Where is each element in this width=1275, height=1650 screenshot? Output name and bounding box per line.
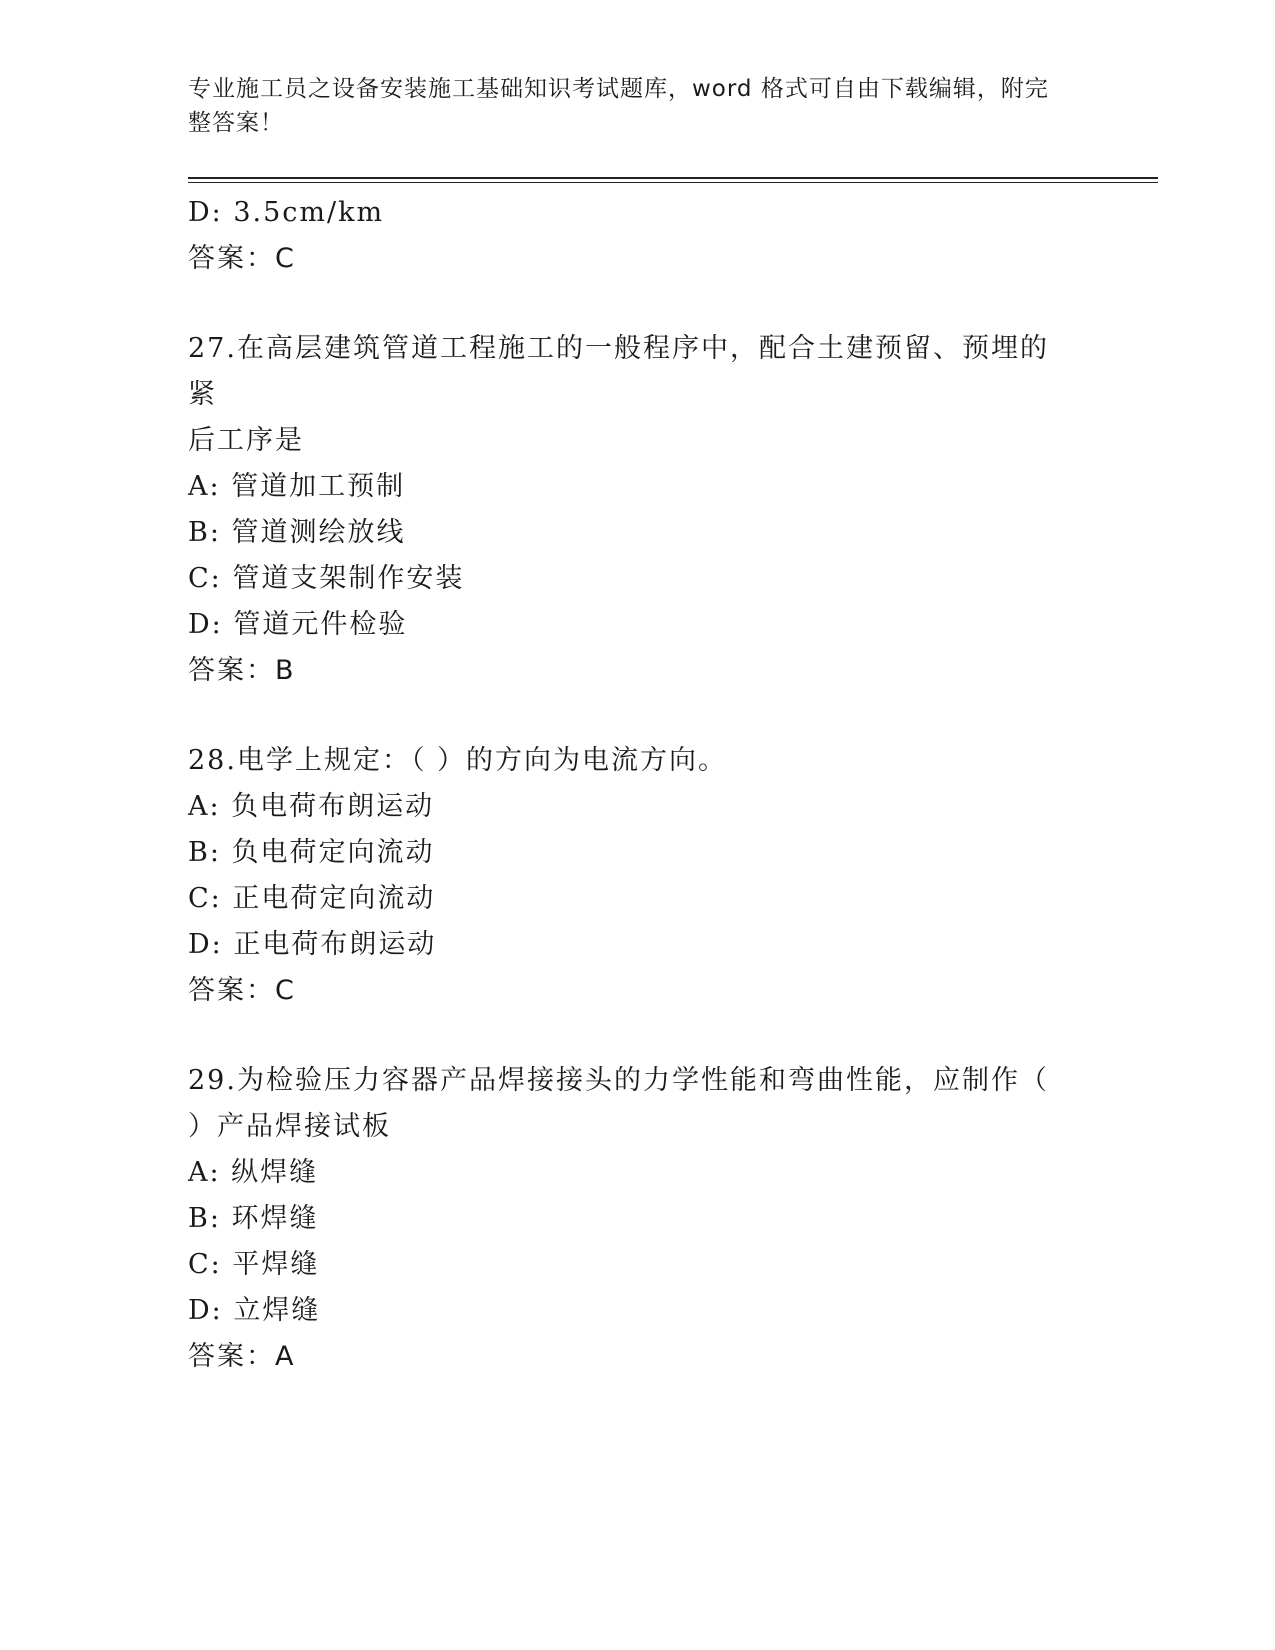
option-a: A: 纵焊缝 (188, 1157, 319, 1188)
question-stem-line-1: 27.在高层建筑管道工程施工的一般程序中，配合土建预留、预埋的紧 (188, 333, 1049, 410)
question-stem-line-1: 29.为检验压力容器产品焊接接头的力学性能和弯曲性能，应制作（ (188, 1065, 1049, 1096)
question-stem-line-2: 后工序是 (188, 425, 304, 456)
question-29 (188, 1058, 1088, 1380)
option-c: C: 管道支架制作安装 (188, 563, 465, 594)
option-d: D: 管道元件检验 (188, 609, 408, 640)
option-b: B: 负电荷定向流动 (188, 837, 435, 868)
option-b: B: 管道测绘放线 (188, 517, 406, 548)
question-stem (188, 1058, 1068, 1150)
document-header (188, 72, 1088, 140)
answer-line: 答案：C (188, 243, 296, 274)
question-stem-line-2: ）产品焊接试板 (188, 1111, 391, 1142)
question-stem (188, 738, 1068, 784)
header-rule-thick (188, 177, 1158, 179)
answer-line: 答案：C (188, 975, 296, 1006)
header-rule-thin (188, 182, 1158, 183)
option-a: A: 负电荷布朗运动 (188, 791, 435, 822)
option-c: C: 平焊缝 (188, 1249, 320, 1280)
option-d: D: 正电荷布朗运动 (188, 929, 437, 960)
spacer (188, 282, 1088, 326)
answer-line: 答案：A (188, 1341, 296, 1372)
answer-line: 答案：B (188, 655, 296, 686)
option-c: C: 正电荷定向流动 (188, 883, 436, 914)
question-27 (188, 326, 1088, 694)
document-body (188, 190, 1088, 1380)
question-28 (188, 738, 1088, 1014)
header-line-1: 专业施工员之设备安装施工基础知识考试题库，word 格式可自由下载编辑，附完 (188, 76, 1049, 102)
question-stem-line-1: 28.电学上规定：（ ）的方向为电流方向。 (188, 745, 728, 776)
option-d: D: 立焊缝 (188, 1295, 321, 1326)
option-d: D: 3.5cm/km (188, 197, 385, 228)
spacer (188, 1014, 1088, 1058)
question-stem (188, 326, 1068, 464)
option-b: B: 环焊缝 (188, 1203, 319, 1234)
spacer (188, 694, 1088, 738)
header-line-2: 整答案！ (188, 110, 284, 136)
option-a: A: 管道加工预制 (188, 471, 406, 502)
